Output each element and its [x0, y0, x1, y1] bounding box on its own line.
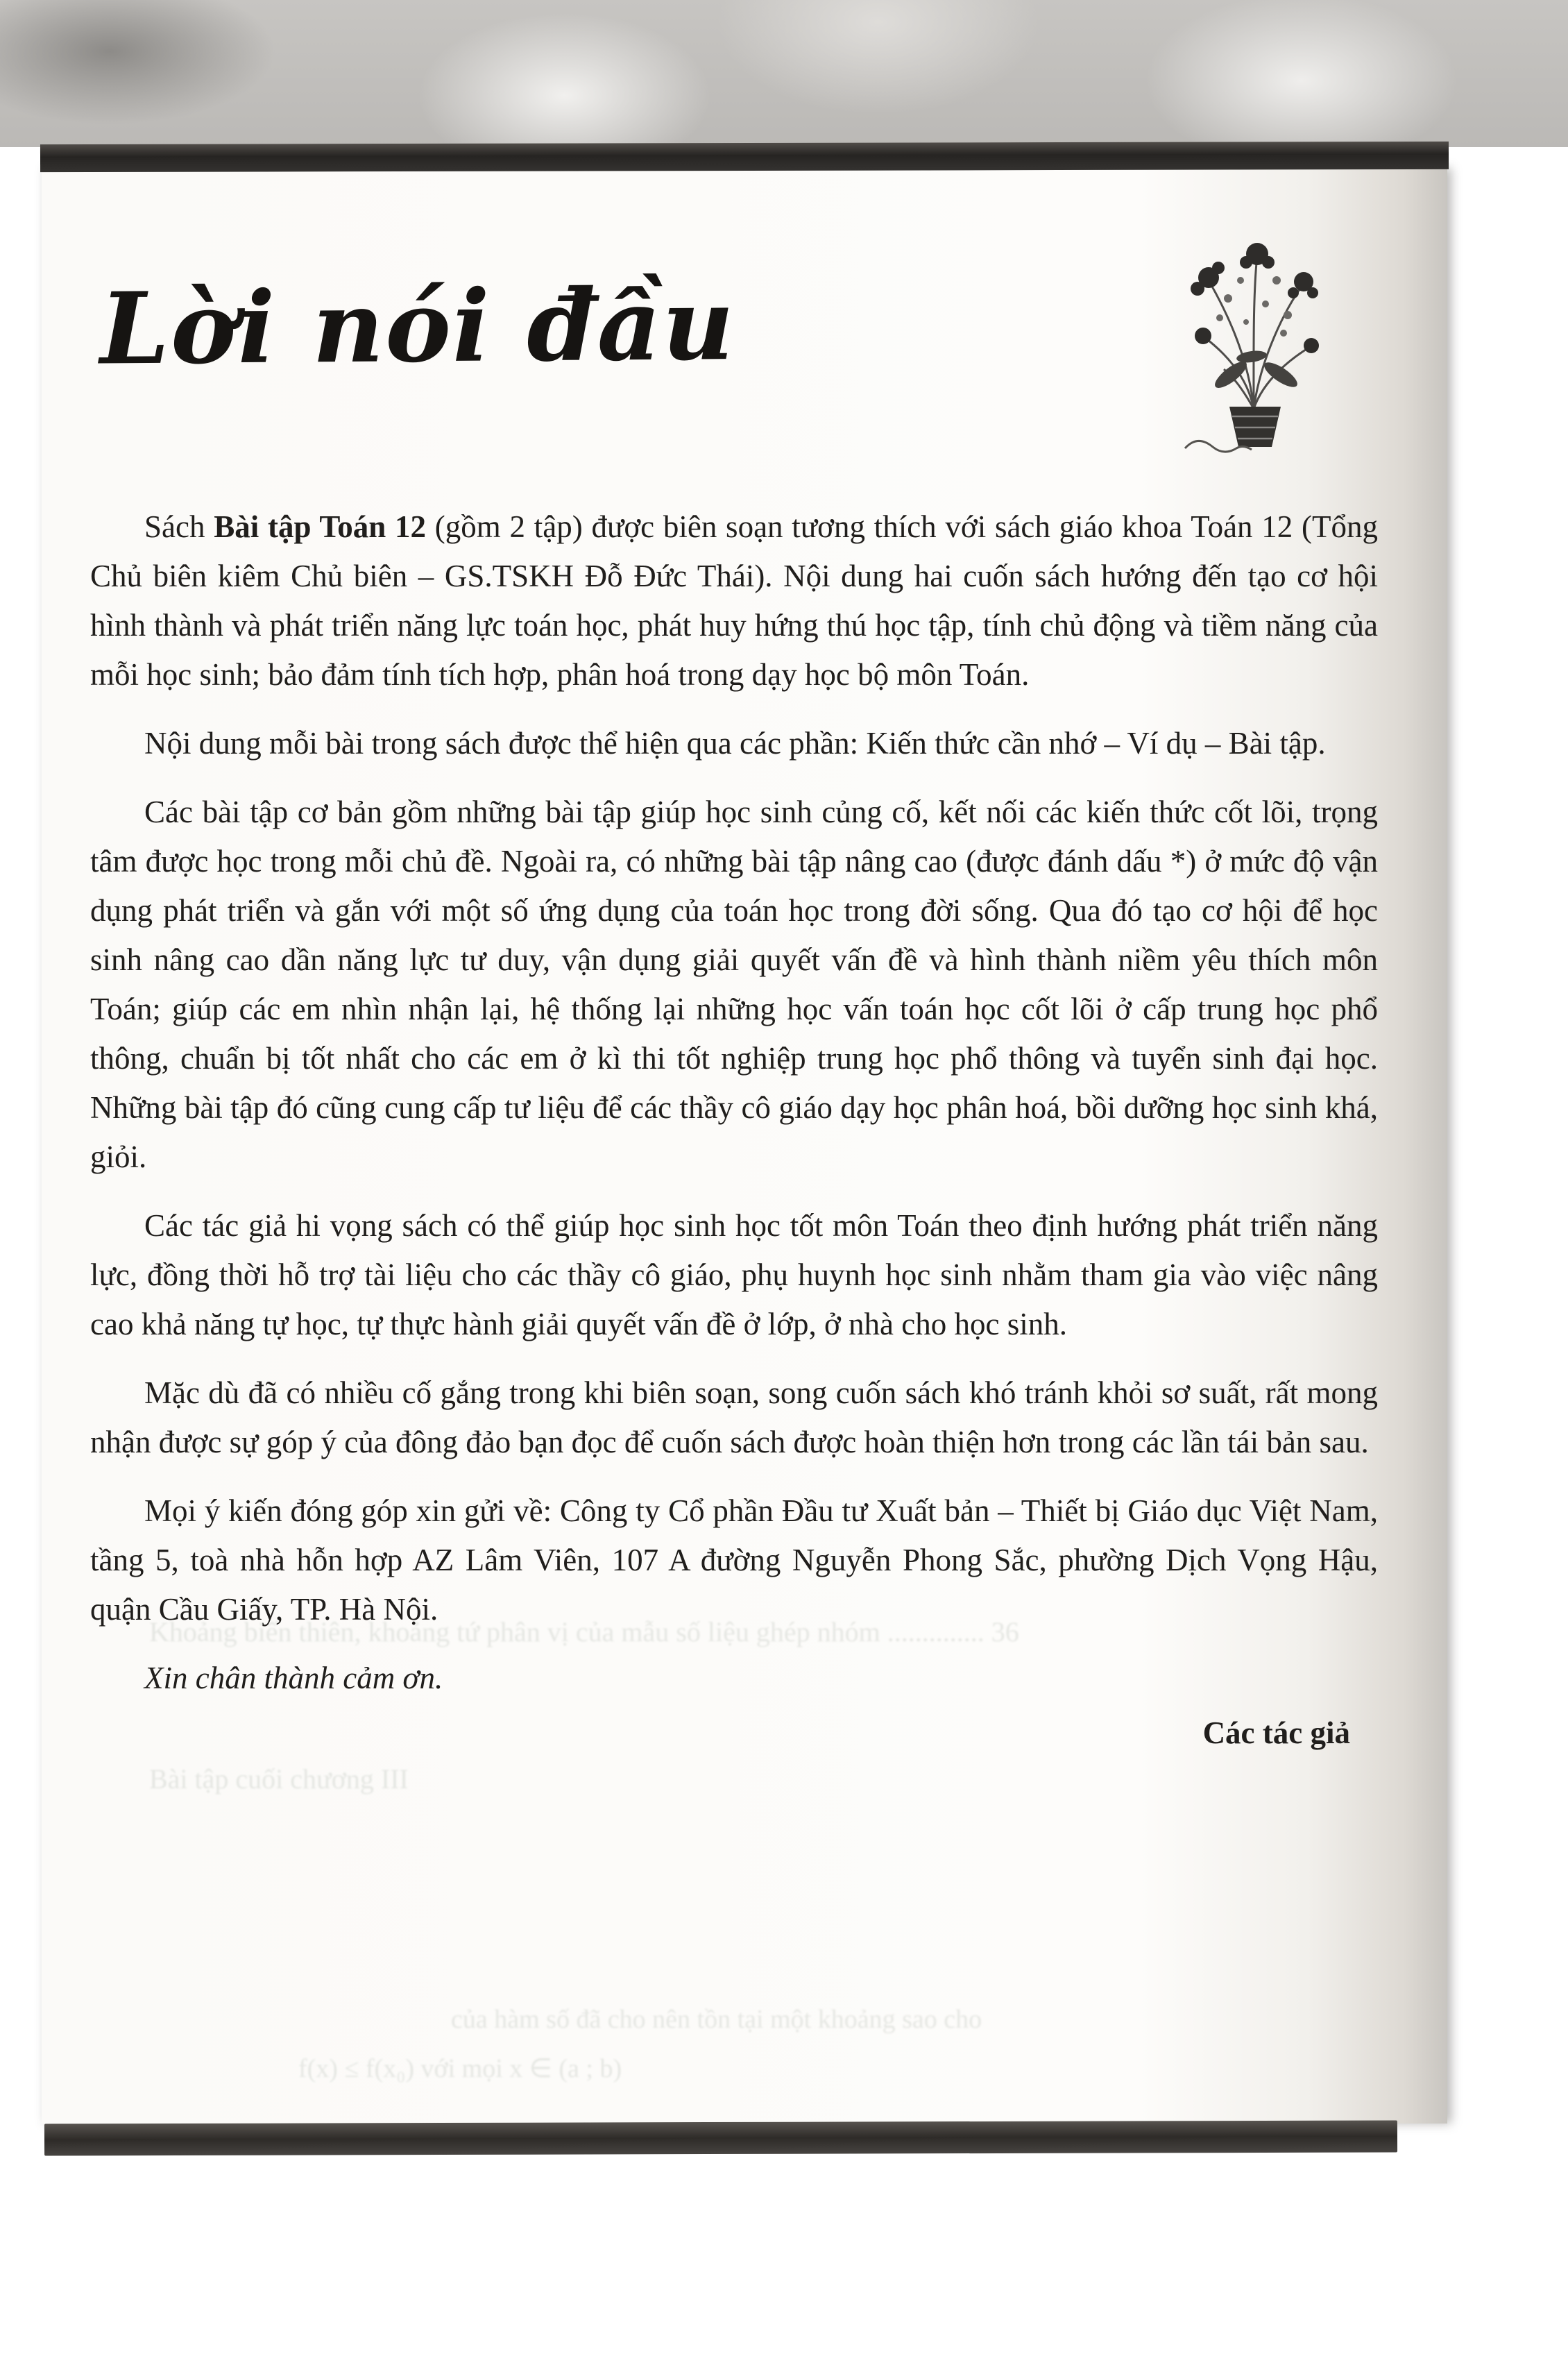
paragraph	[90, 502, 1378, 700]
book-page	[42, 168, 1447, 2124]
text-run: Xin chân thành cảm ơn.	[144, 1661, 443, 1696]
paragraph	[90, 1201, 1378, 1349]
text-run: Mọi ý kiến đóng góp xin gửi về: Công ty Cổ phần Đầu tư Xuất bản – Thiết bị Giáo dục Việt Nam, tầng 5, toà nhà hỗn hợp AZ Lâm Viên, 107 A đường Nguyễn Phong Sắc, phường Dịch Vọng Hậu, quận Cầu Giấy, TP. Hà Nội.	[90, 1493, 1378, 1627]
text-run: (gồm 2 tập) được biên soạn tương thích với sách giáo khoa Toán 12 (Tổng Chủ biên kiêm Chủ biên – GS.TSKH Đỗ Đức Thái). Nội dung hai cuốn sách hướng đến tạo cơ hội hình thành và phát triển năng lực toán học, phát huy hứng thú học tập, tính chủ động và tiềm năng của mỗi học sinh; bảo đảm tính tích hợp, phân hoá trong dạy học bộ môn Toán.	[90, 509, 1378, 693]
paragraph	[90, 1368, 1378, 1467]
text-run: Bài tập Toán 12	[214, 509, 427, 545]
text-run: Các tác giả hi vọng sách có thể giúp học sinh học tốt môn Toán theo định hướng phát triển năng lực, đồng thời hỗ trợ tài liệu cho các thầy cô giáo, phụ huynh học sinh nhằm tham gia vào việc nâng cao khả năng tự học, tự thực hành giải quyết vấn đề ở lớp, ở nhà cho học sinh.	[90, 1208, 1378, 1342]
paragraph	[90, 788, 1378, 1182]
authors-signature: Các tác giả	[1202, 1715, 1350, 1751]
paragraph	[90, 1486, 1378, 1634]
page-content	[90, 267, 1378, 1758]
text-run: Các bài tập cơ bản gồm những bài tập giúp học sinh củng cố, kết nối các kiến thức cốt lõi, trọng tâm được học trong mỗi chủ đề. Ngoài ra, có những bài tập nâng cao (được đánh dấu *) ở mức độ vận dụng phát triển và gắn với một số ứng dụng của toán học trong đời sống. Qua đó tạo cơ hội để học sinh nâng cao dần năng lực tư duy, vận dụng giải quyết vấn đề và hình thành niềm yêu thích môn Toán; giúp các em nhìn nhận lại, hệ thống lại những học vấn toán học cốt lõi ở cấp trung học phổ thông, chuẩn bị tốt nhất cho các em ở kì thi tốt nghiệp trung học phổ thông và tuyển sinh đại học. Những bài tập đó cũng cung cấp tư liệu để các thầy cô giáo dạy học phân hoá, bồi dưỡng học sinh khá, giỏi.	[90, 795, 1378, 1175]
text-run: Mặc dù đã có nhiều cố gắng trong khi biên soạn, song cuốn sách khó tránh khỏi sơ suất, rất mong nhận được sự góp ý của đông đảo bạn đọc để cuốn sách được hoàn thiện hơn trong các lần tái bản sau.	[90, 1375, 1378, 1460]
page-title: Lời nói đầu	[99, 267, 736, 387]
paragraph-list	[90, 502, 1378, 1703]
page-bottom-edge-shadow	[44, 2120, 1397, 2155]
paragraph	[90, 1654, 1378, 1703]
paragraph	[90, 719, 1378, 768]
page-top-edge-shadow	[40, 142, 1449, 172]
photo-background	[0, 0, 1568, 147]
text-run: Nội dung mỗi bài trong sách được thể hiện qua các phần: Kiến thức cần nhớ – Ví dụ – Bài tập.	[144, 726, 1326, 761]
text-run: Sách	[144, 509, 214, 545]
